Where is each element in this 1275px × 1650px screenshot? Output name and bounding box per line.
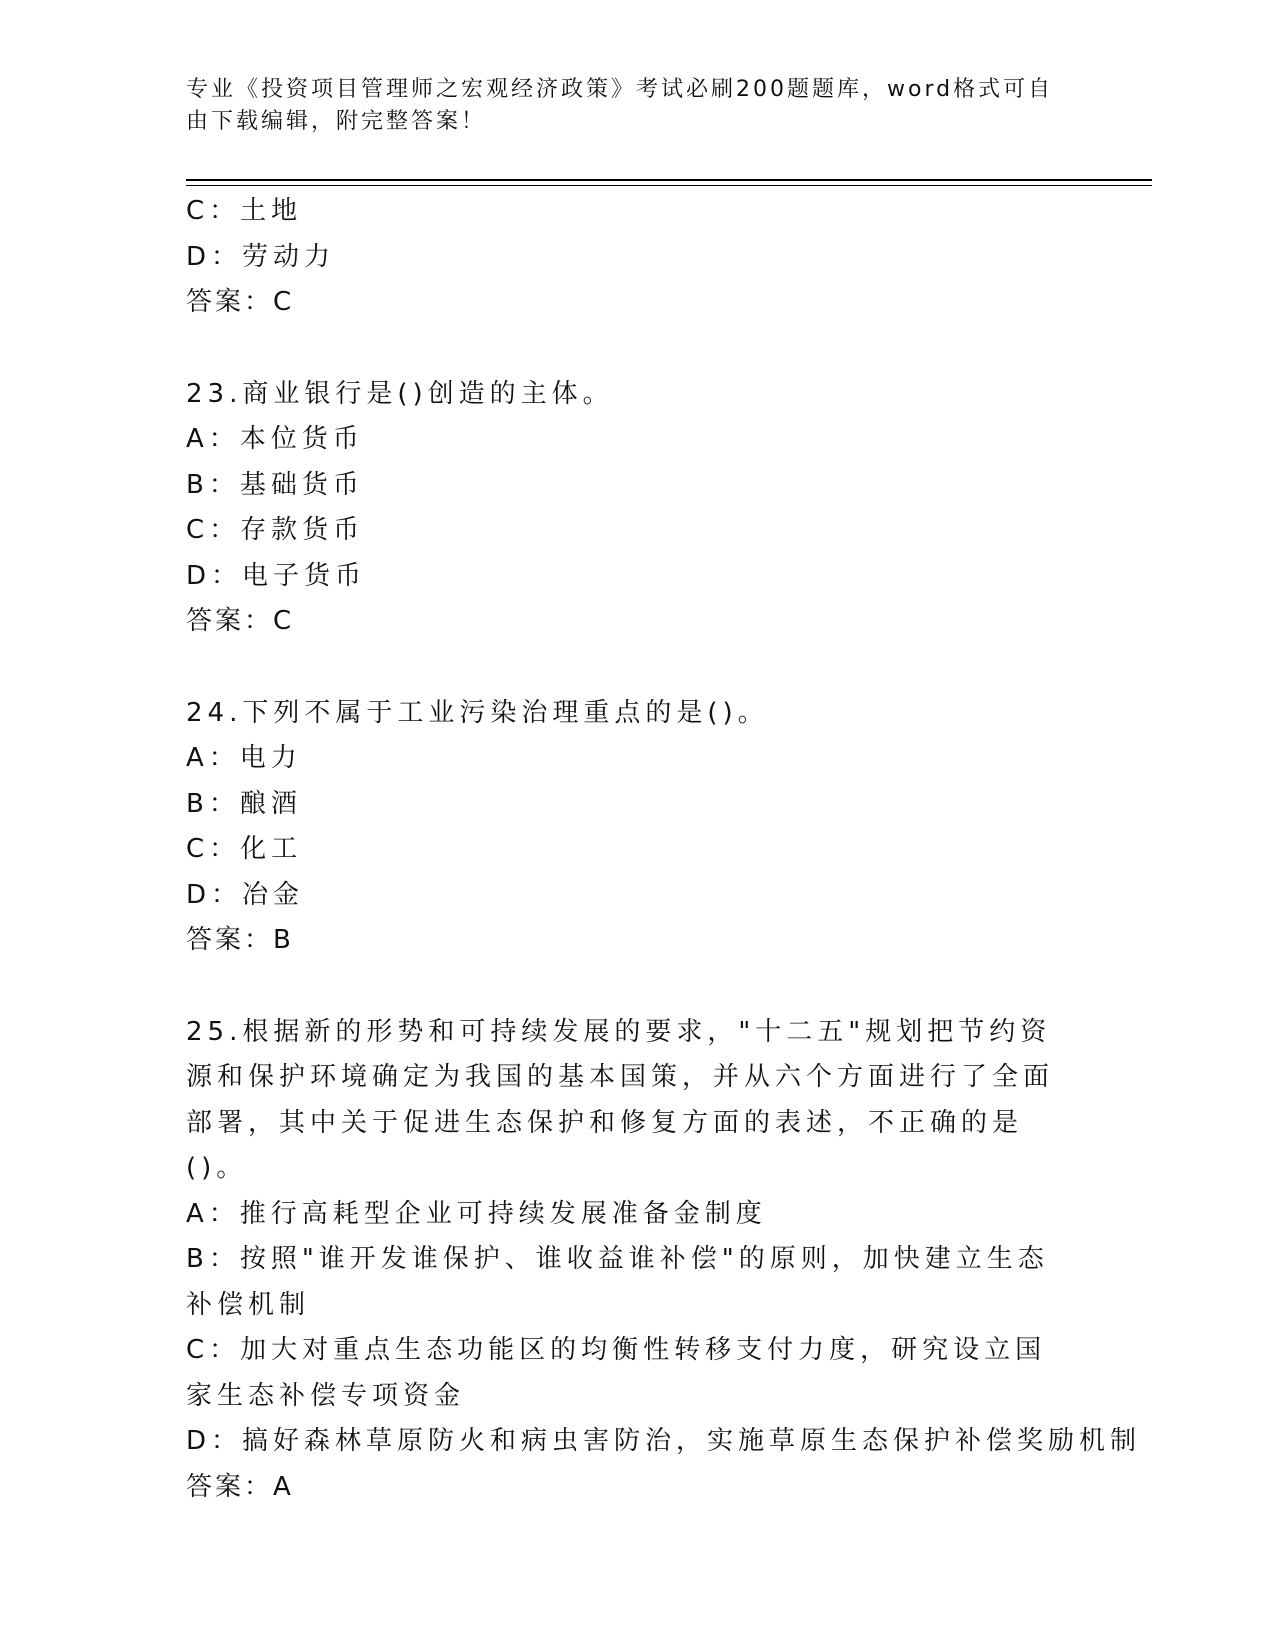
option-c: C：存款货币 <box>186 515 365 545</box>
block-spacer <box>186 645 1086 691</box>
option-b: B：按照"谁开发谁保护、谁收益谁补偿"的原则，加快建立生态补偿机制 <box>186 1244 1049 1320</box>
block-spacer <box>186 964 1086 1010</box>
option-a: A：电力 <box>186 743 302 773</box>
option-c: C：土地 <box>186 196 303 226</box>
option-c: C：化工 <box>186 834 303 864</box>
option-c: C：加大对重点生态功能区的均衡性转移支付力度，研究设立国家生态补偿专项资金 <box>186 1335 1047 1411</box>
answer-line: 答案：C <box>186 606 295 636</box>
question-text: 25.根据新的形势和可持续发展的要求，"十二五"规划把节约资源和保护环境确定为我国的基本国策，并从六个方面进行了全面部署，其中关于促进生态保护和修复方面的表述，不正确的是()。 <box>186 1016 1055 1183</box>
question-block <box>186 691 1086 964</box>
answer-line: 答案：A <box>186 1471 294 1502</box>
question-block <box>186 1010 1142 1511</box>
header-rule-thick <box>186 179 1152 181</box>
answer-line: 答案：B <box>186 925 294 955</box>
option-b: B：基础货币 <box>186 469 364 500</box>
option-a: A：推行高耗型企业可持续发展准备金制度 <box>186 1198 767 1229</box>
block-spacer <box>186 326 1086 372</box>
header-rule-thin <box>186 185 1152 186</box>
option-b: B：酿酒 <box>186 788 302 819</box>
document-body <box>186 189 1142 1510</box>
answer-line: 答案：C <box>186 287 295 317</box>
question-block <box>186 372 1086 645</box>
option-d: D：搞好森林草原防火和病虫害防治，实施草原生态保护补偿奖励机制 <box>186 1426 1142 1456</box>
option-d: D：劳动力 <box>186 241 336 272</box>
option-d: D：电子货币 <box>186 560 367 591</box>
question-block <box>186 189 1086 326</box>
question-text: 24.下列不属于工业污染治理重点的是()。 <box>186 697 769 728</box>
question-text: 23.商业银行是()创造的主体。 <box>186 378 614 409</box>
option-d: D：冶金 <box>186 879 305 910</box>
document-header: 专业《投资项目管理师之宏观经济政策》考试必刷200题题库，word格式可自由下载编辑，附完整答案！ <box>186 77 1054 134</box>
option-a: A：本位货币 <box>186 424 364 454</box>
